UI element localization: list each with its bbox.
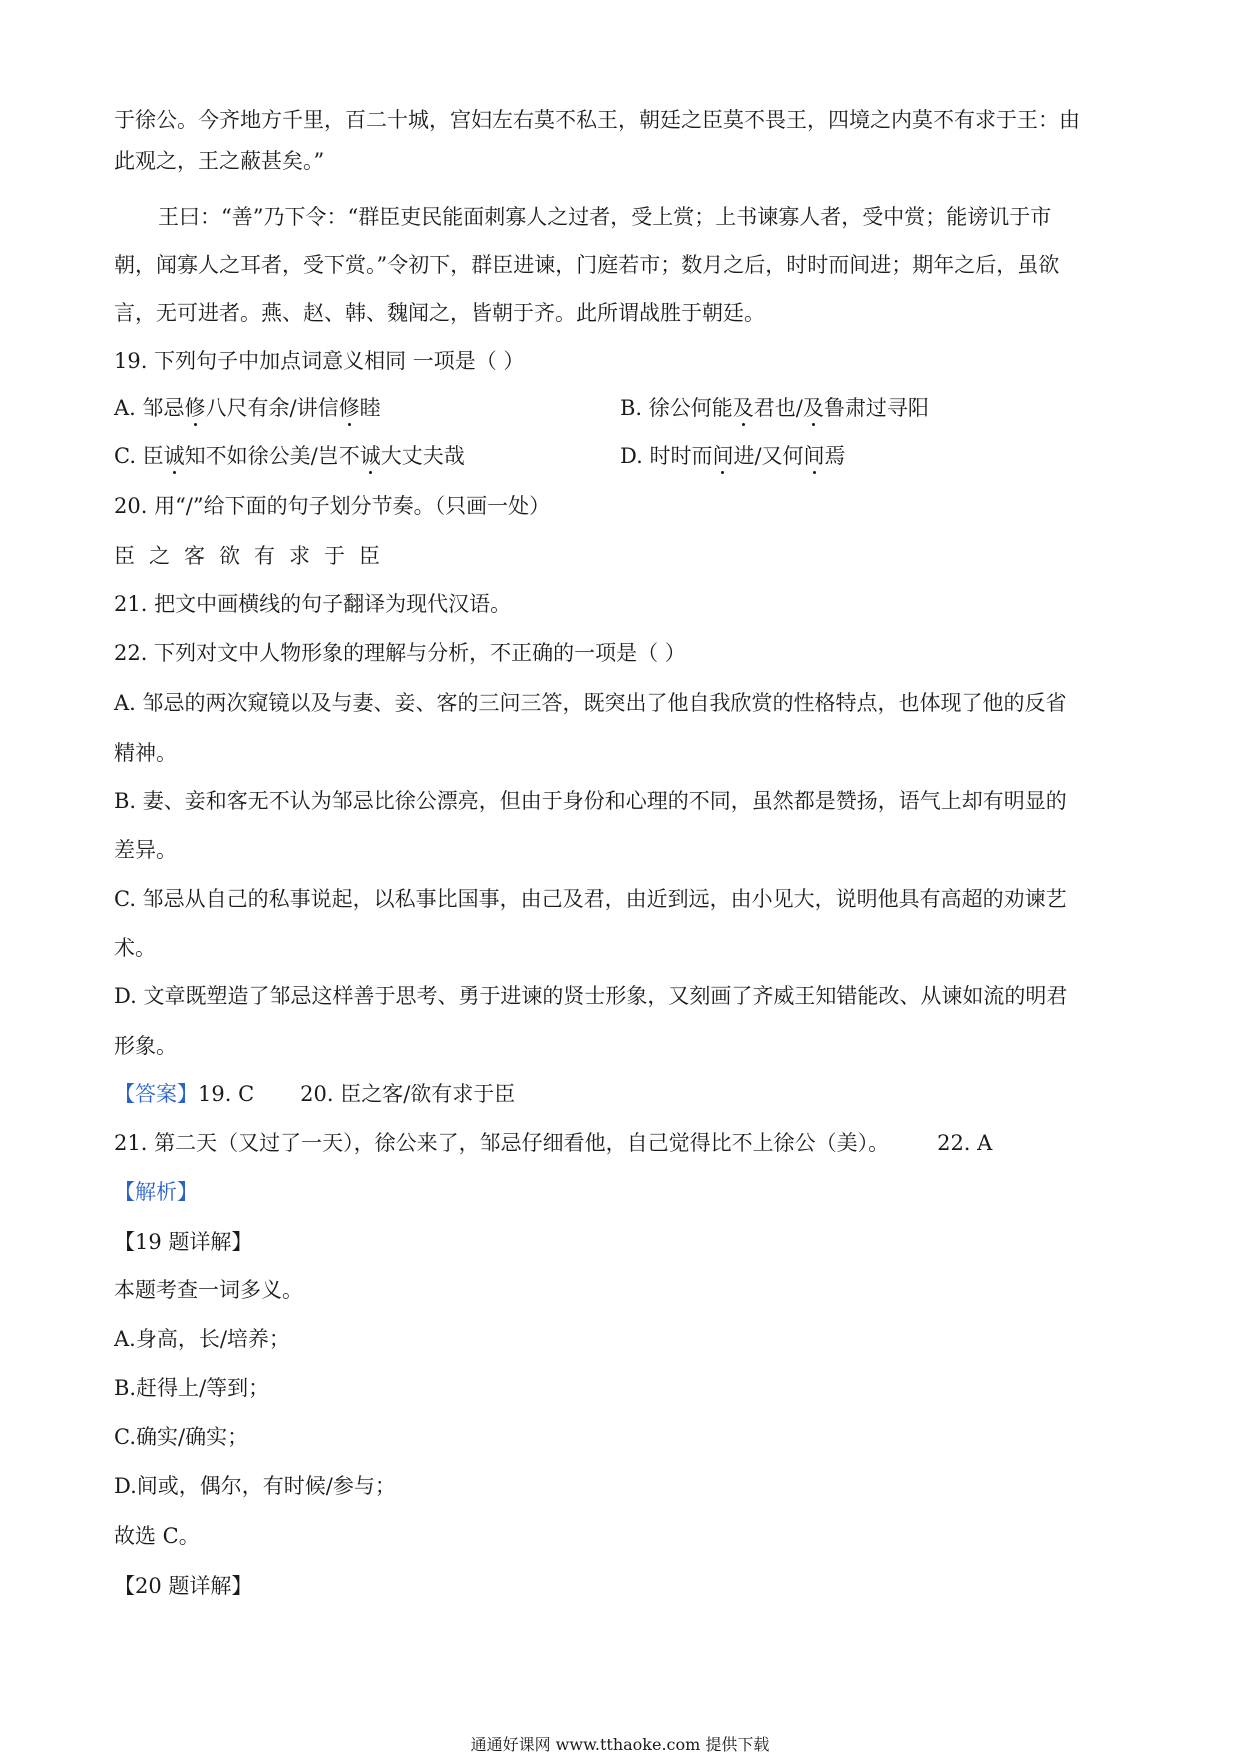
- analysis-b: B.赶得上/等到；: [114, 1376, 270, 1400]
- question-22-option-a: A. 邹忌的两次窥镜以及与妻、妾、客的三问三答，既突出了他自我欣赏的性格特点，也体现了他的反省: [114, 691, 1067, 715]
- answer-21: 21. 第二天（又过了一天），徐公来了，邹忌仔细看他，自己觉得比不上徐公（美）。: [114, 1131, 890, 1155]
- page-footer: 通通好课网 www.tthaoke.com 提供下载: [470, 1735, 770, 1754]
- option-text: 八尺有余/讲信: [205, 396, 339, 420]
- passage-line: 此观之，王之蔽甚矣。”: [114, 149, 325, 173]
- analysis-heading-19: 【19 题详解】: [114, 1230, 253, 1254]
- question-22-option-b: B. 妻、妾和客无不认为邹忌比徐公漂亮，但由于身份和心理的不同，虽然都是赞扬，语气上却有明显的: [114, 789, 1067, 813]
- option-text: 君也/: [753, 396, 803, 420]
- answer-line: [114, 1084, 515, 1105]
- passage-line: 朝，闻寡人之耳者，受下赏。”令初下，群臣进谏，门庭若市；数月之后，时时而间进；期年之后，虽欲: [114, 253, 1060, 277]
- dotted-word: 修: [184, 396, 206, 420]
- question-19-option-b: [620, 398, 929, 419]
- question-19-option-c: [114, 446, 465, 467]
- question-19-option-d: [620, 446, 846, 467]
- question-22-option-c-cont: 术。: [114, 936, 156, 960]
- analysis-intro: 本题考查一词多义。: [114, 1278, 303, 1302]
- analysis-a: A.身高，长/培养；: [114, 1327, 290, 1351]
- dotted-word: 及: [732, 396, 754, 420]
- analysis-conclusion: 故选 C。: [114, 1524, 200, 1548]
- question-22-option-b-cont: 差异。: [114, 838, 177, 862]
- passage-line: 王曰：“善”乃下令：“群臣吏民能面刺寡人之过者，受上赏；上书谏寡人者，受中赏；能谤讥于市: [158, 205, 1052, 229]
- passage-line: 言，无可进者。燕、赵、韩、魏闻之，皆朝于齐。此所谓战胜于朝廷。: [114, 301, 765, 325]
- analysis-heading-20: 【20 题详解】: [114, 1574, 253, 1598]
- question-19-option-a: [114, 398, 381, 419]
- dotted-word: 诚: [359, 444, 381, 468]
- question-22-option-d-cont: 形象。: [114, 1034, 177, 1058]
- option-text: 鲁肃过寻阳: [823, 396, 929, 420]
- analysis-tag: 【解析】: [114, 1180, 198, 1204]
- dotted-word: 及: [802, 396, 824, 420]
- question-22-option-d: D. 文章既塑造了邹忌这样善于思考、勇于进谏的贤士形象，又刻画了齐威王知错能改、从谏如流的明君: [114, 984, 1068, 1008]
- dotted-word: 间: [712, 444, 734, 468]
- dotted-word: 诚: [163, 444, 185, 468]
- answer-line-2: [114, 1133, 992, 1154]
- answer-tag: 【答案】: [114, 1082, 198, 1106]
- dotted-word: 间: [803, 444, 825, 468]
- analysis-c: C.确实/确实；: [114, 1425, 249, 1449]
- question-19-stem: 19. 下列句子中加点词意义相同 一项是（ ）: [114, 349, 525, 373]
- question-22-stem: 22. 下列对文中人物形象的理解与分析，不正确的一项是（ ）: [114, 641, 686, 665]
- option-text: B. 徐公何能: [620, 396, 733, 420]
- answer-22: 22. A: [937, 1131, 993, 1155]
- option-text: A. 邹忌: [114, 396, 185, 420]
- option-text: 焉: [824, 444, 846, 468]
- question-20-stem: 20. 用“/”给下面的句子划分节奏。（只画一处）: [114, 494, 551, 518]
- analysis-d: D.间或，偶尔，有时候/参与；: [114, 1474, 396, 1498]
- option-text: 进/又何: [733, 444, 804, 468]
- option-text: 大丈夫哉: [380, 444, 465, 468]
- question-21-stem: 21. 把文中画横线的句子翻译为现代汉语。: [114, 592, 512, 616]
- option-text: 知不如徐公美/岂不: [184, 444, 360, 468]
- passage-line: 于徐公。今齐地方千里，百二十城，宫妇左右莫不私王，朝廷之臣莫不畏王，四境之内莫不有求于王：由: [114, 108, 1080, 132]
- option-text: C. 臣: [114, 444, 164, 468]
- question-22-option-a-cont: 精神。: [114, 741, 177, 765]
- answer-19: 19. C: [198, 1082, 255, 1106]
- question-20-sentence: 臣之客欲有求于臣: [114, 544, 394, 568]
- option-text: 睦: [359, 396, 381, 420]
- answer-20: 20. 臣之客/欲有求于臣: [300, 1082, 516, 1106]
- option-text: D. 时时而: [620, 444, 713, 468]
- question-22-option-c: C. 邹忌从自己的私事说起，以私事比国事，由己及君，由近到远，由小见大，说明他具有高超的劝谏艺: [114, 887, 1067, 911]
- dotted-word: 修: [338, 396, 360, 420]
